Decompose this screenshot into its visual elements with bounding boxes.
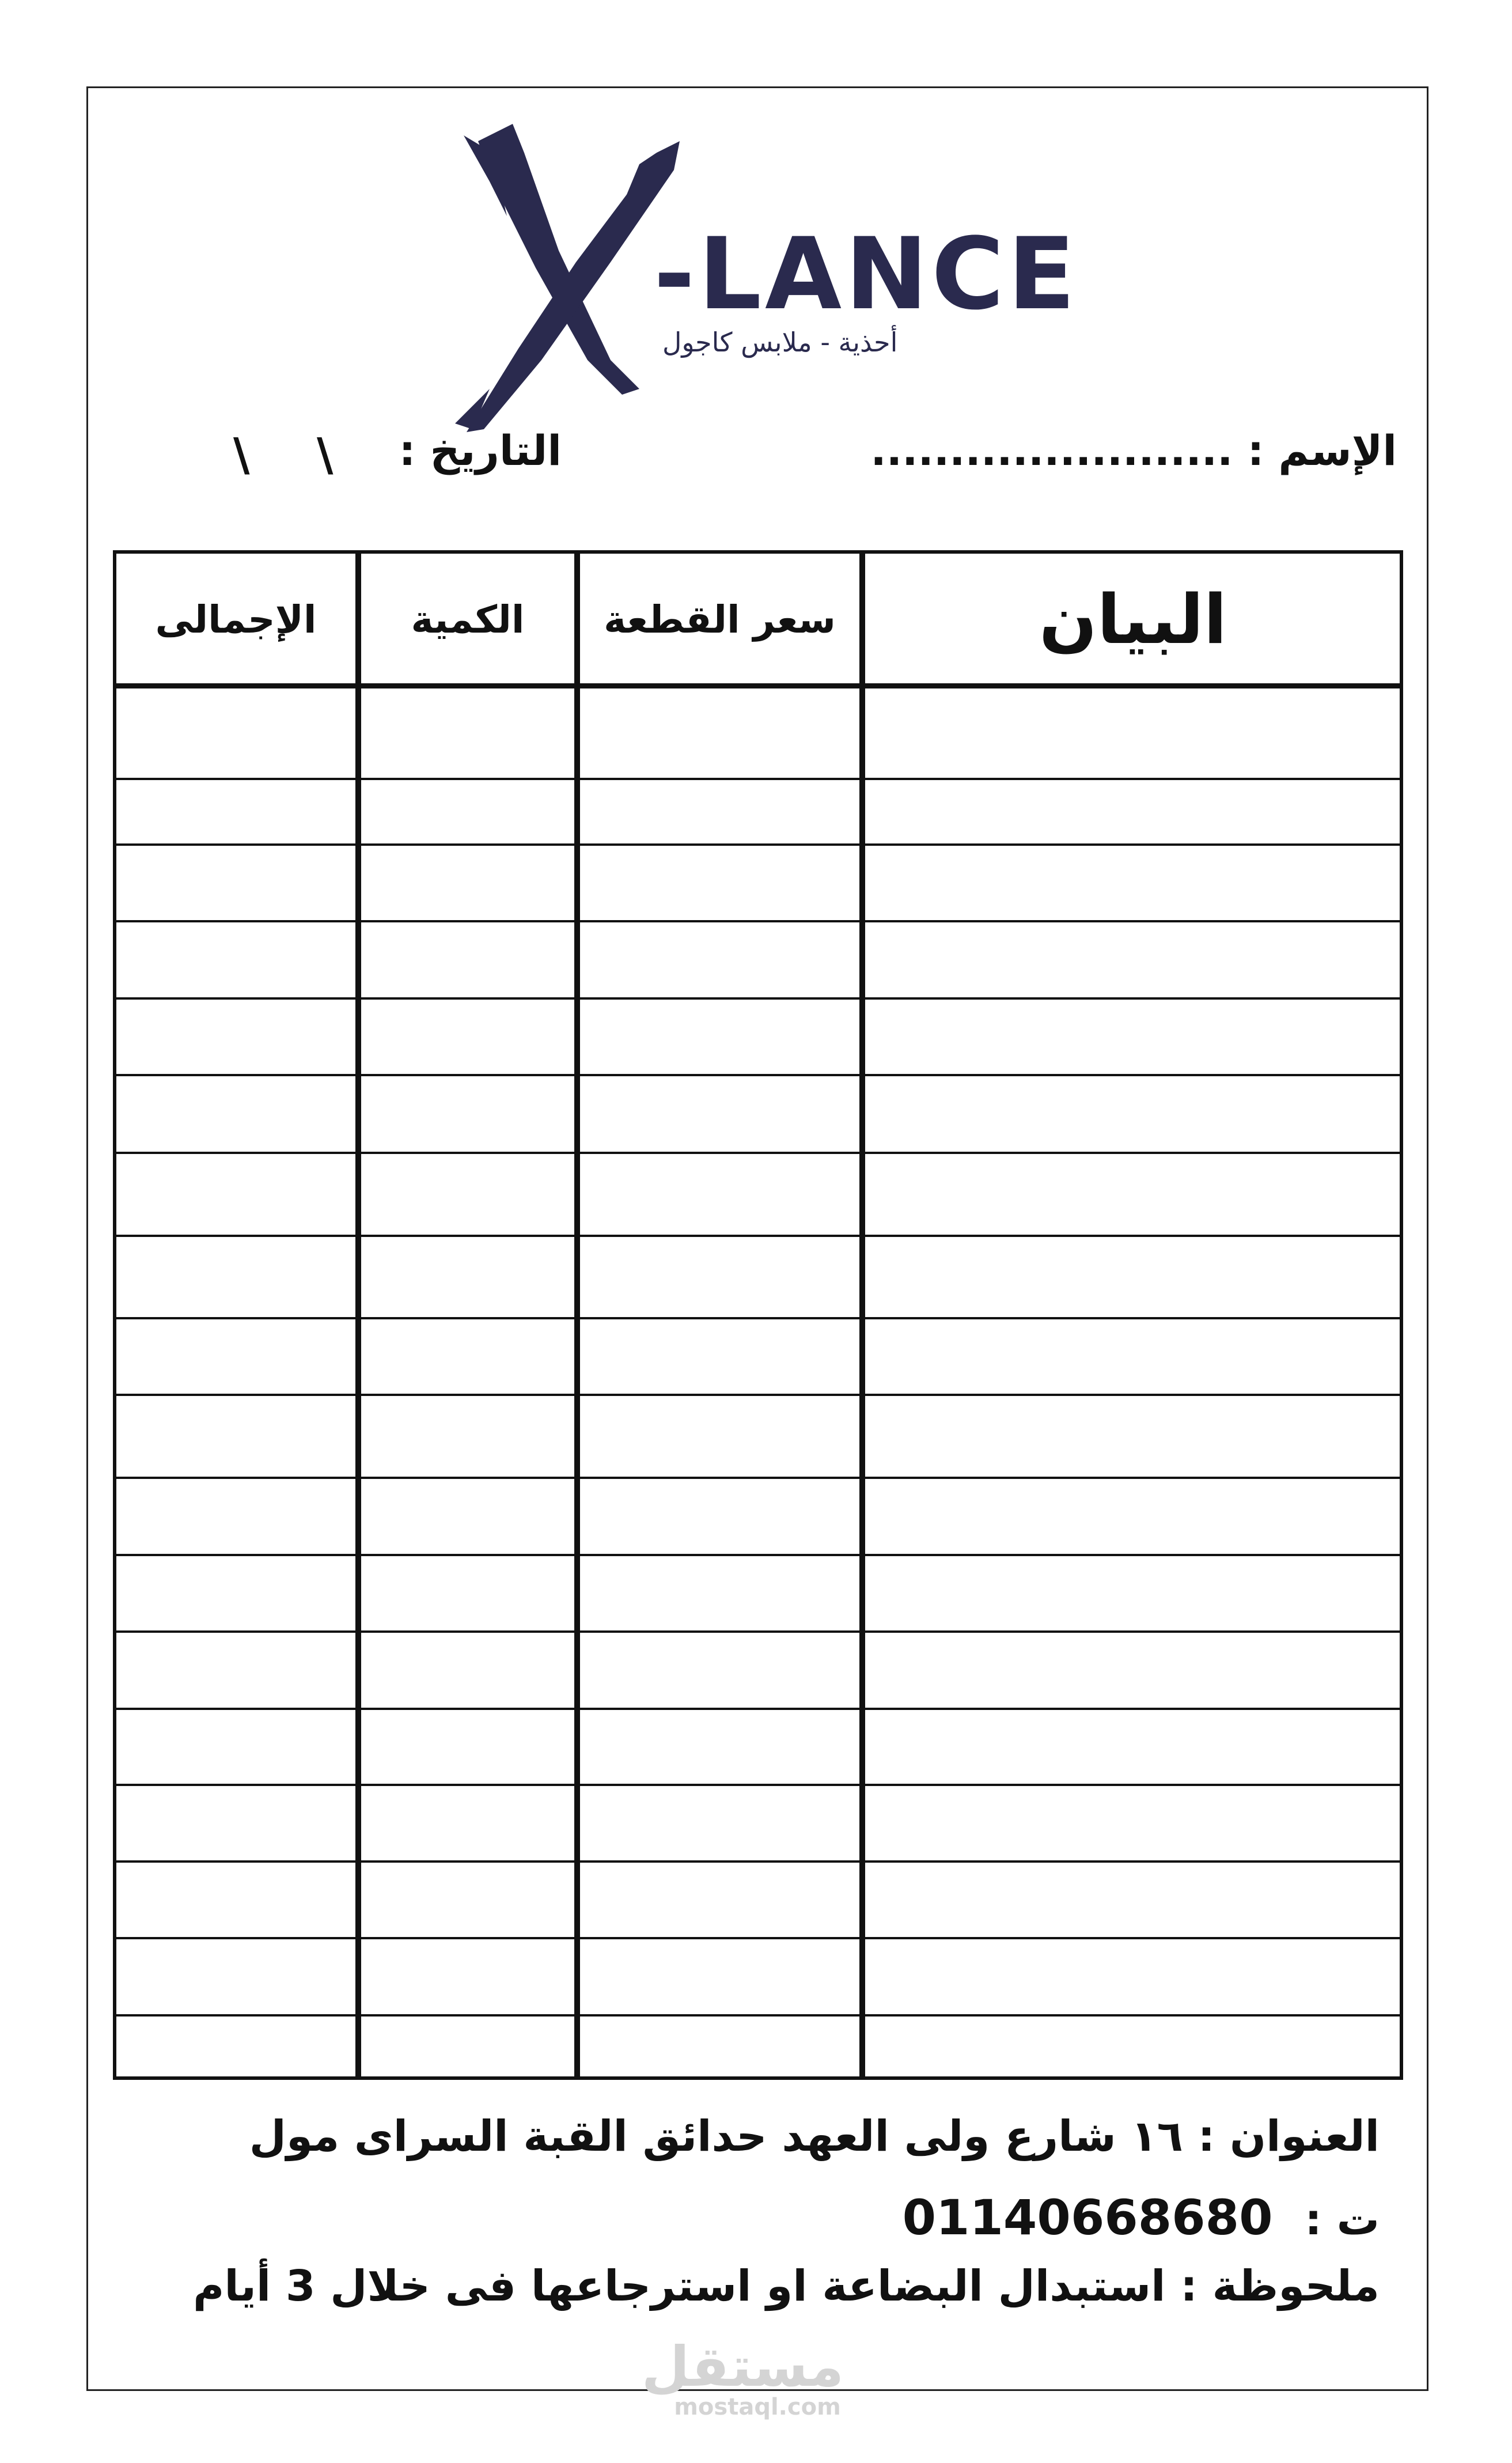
- column-header-quantity: الكمية: [411, 597, 525, 642]
- column-divider: [355, 554, 361, 2076]
- row-divider: [116, 1860, 1400, 1863]
- logo-wordmark: -LANCE: [654, 216, 1079, 332]
- row-divider: [116, 778, 1400, 780]
- date-separator-2: \: [233, 429, 250, 481]
- row-divider: [116, 1630, 1400, 1633]
- row-divider: [116, 1784, 1400, 1786]
- date-separator-1: \: [317, 429, 334, 481]
- exchange-note: ملحوظة : استبدال البضاعة او استرجاعها فى خلال 3 أيام: [193, 2261, 1380, 2311]
- phone-line: [903, 2189, 1380, 2246]
- column-header-unit-price: سعر القطعة: [604, 597, 836, 642]
- row-divider: [116, 1074, 1400, 1076]
- row-divider: [116, 2014, 1400, 2016]
- watermark-latin: mostaql.com: [674, 2394, 841, 2420]
- watermark-arabic: مستقل: [641, 2335, 844, 2399]
- column-header-total: الإجمالى: [155, 597, 317, 642]
- store-address: العنوان : ١٦ شارع ولى العهد حدائق القبة السراى مول: [249, 2112, 1380, 2161]
- header-divider: [116, 683, 1400, 688]
- date-label: التاريخ :: [399, 426, 562, 475]
- phone-number: 01140668680: [902, 2189, 1273, 2246]
- row-divider: [116, 920, 1400, 922]
- phone-label: ت :: [1305, 2195, 1380, 2245]
- row-divider: [116, 1235, 1400, 1237]
- customer-name-field[interactable]: الإسم : .......................: [870, 426, 1397, 475]
- column-header-description: البيان: [1039, 580, 1227, 659]
- row-divider: [116, 997, 1400, 1000]
- row-divider: [116, 1477, 1400, 1479]
- row-divider: [116, 1317, 1400, 1319]
- row-divider: [116, 1394, 1400, 1396]
- row-divider: [116, 843, 1400, 846]
- mostaql-watermark: [641, 2335, 844, 2420]
- row-divider: [116, 1708, 1400, 1710]
- row-divider: [116, 1554, 1400, 1556]
- logo-tagline: أحذية - ملابس كاجول: [662, 327, 898, 358]
- column-divider: [859, 554, 865, 2076]
- items-table: [113, 550, 1403, 2080]
- column-divider: [574, 554, 580, 2076]
- row-divider: [116, 1937, 1400, 1939]
- row-divider: [116, 1152, 1400, 1154]
